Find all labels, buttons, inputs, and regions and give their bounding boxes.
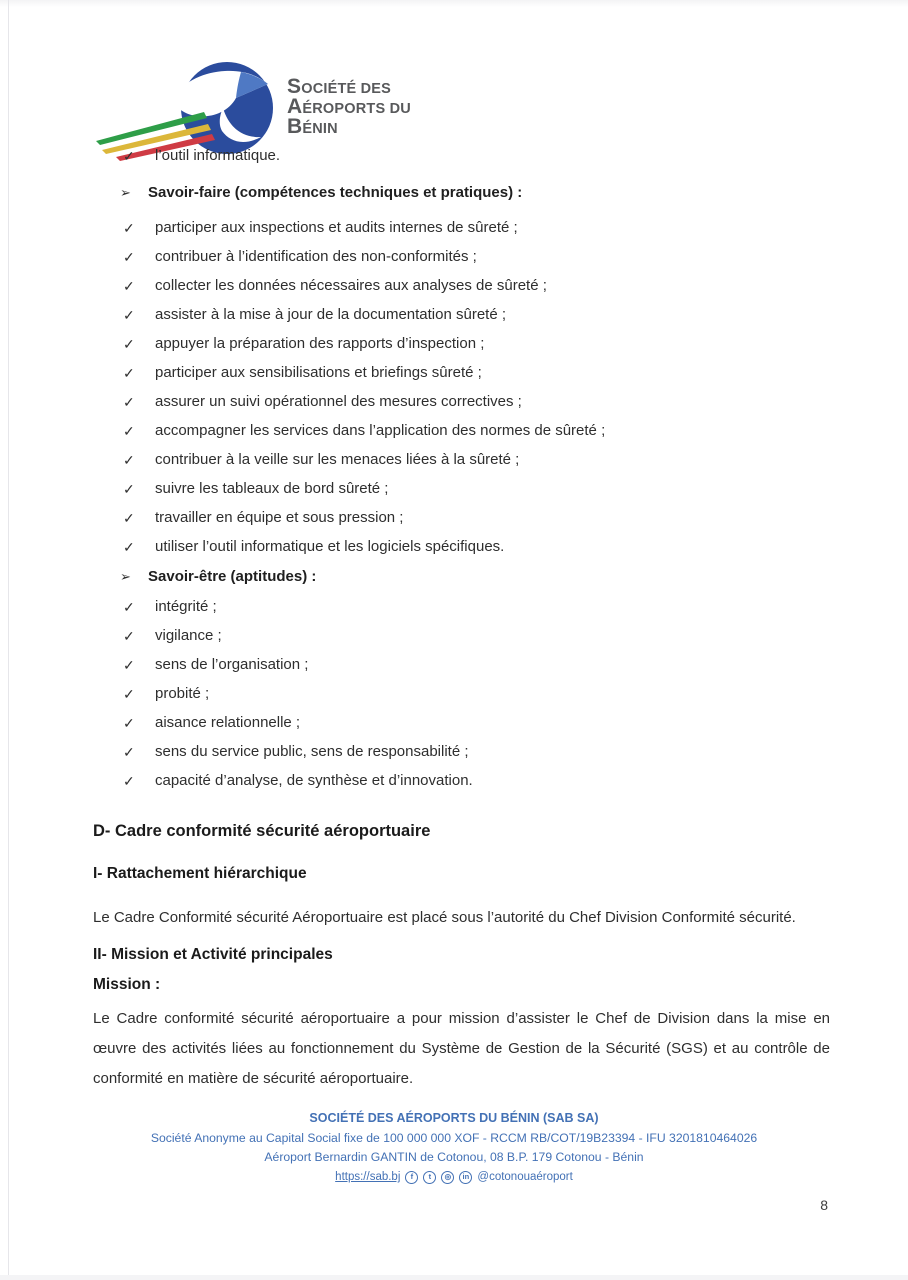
page-edge-shadow bbox=[0, 0, 908, 7]
checklist-item: ✓ aisance relationnelle ; bbox=[93, 713, 830, 735]
section-heading-savoir-etre: ➢ Savoir-être (aptitudes) : bbox=[93, 567, 830, 589]
checklist-item: ✓ capacité d’analyse, de synthèse et d’innovation. bbox=[93, 771, 830, 793]
check-icon: ✓ bbox=[123, 744, 135, 760]
logo-line-2: AÉROPORTS DU bbox=[287, 95, 411, 118]
checklist-item: ✓ travailler en équipe et sous pression ; bbox=[93, 508, 830, 530]
checklist-item: ✓ assister à la mise à jour de la documentation sûreté ; bbox=[93, 305, 830, 327]
checklist-item: ✓ participer aux sensibilisations et briefings sûreté ; bbox=[93, 363, 830, 385]
social-handle: @cotonouaéroport bbox=[477, 1171, 573, 1183]
checklist-item: ✓ contribuer à la veille sur les menaces liées à la sûreté ; bbox=[93, 450, 830, 472]
logo-wordmark bbox=[287, 75, 411, 138]
check-icon: ✓ bbox=[123, 481, 135, 497]
check-icon: ✓ bbox=[123, 249, 135, 265]
checklist-item: ✓ contribuer à l’identification des non-conformités ; bbox=[93, 247, 830, 269]
checklist-item: ✓ intégrité ; bbox=[93, 597, 830, 619]
mission-label: Mission : bbox=[93, 976, 161, 993]
check-icon: ✓ bbox=[123, 307, 135, 323]
checklist-item: ✓ sens du service public, sens de responsabilité ; bbox=[93, 742, 830, 764]
document-body bbox=[93, 146, 830, 1094]
twitter-icon: t bbox=[423, 1171, 436, 1184]
footer-address-line: Aéroport Bernardin GANTIN de Cotonou, 08 B.P. 179 Cotonou - Bénin bbox=[264, 1150, 644, 1164]
check-icon: ✓ bbox=[123, 773, 135, 789]
letterhead-footer bbox=[0, 1108, 908, 1186]
footer-legal-line: Société Anonyme au Capital Social fixe de 100 000 000 XOF - RCCM RB/COT/19B23394 - IFU 3201810464026 bbox=[150, 1131, 758, 1145]
checklist-item: ✓ suivre les tableaux de bord sûreté ; bbox=[93, 479, 830, 501]
website-link[interactable]: https://sab.bj bbox=[335, 1171, 401, 1183]
checklist-item: ✓ assurer un suivi opérationnel des mesures correctives ; bbox=[93, 392, 830, 414]
checklist-item: ✓ vigilance ; bbox=[93, 626, 830, 648]
rattachement-paragraph: Le Cadre Conformité sécurité Aéroportuaire est placé sous l’autorité du Chef Division Conformité sécurité. bbox=[93, 909, 796, 926]
check-icon: ✓ bbox=[123, 686, 135, 702]
mission-paragraph: Le Cadre conformité sécurité aéroportuaire a pour mission d’assister le Chef de Division dans la mise en œuvre des activités liées au fonctionnement du Système de Gestion de la Sécurité (SGS) et au contrôle de conformité en matière de sécurité aéroportuaire. bbox=[93, 1010, 830, 1087]
check-icon: ✓ bbox=[123, 510, 135, 526]
checklist-item: ✓ participer aux inspections et audits internes de sûreté ; bbox=[93, 218, 830, 240]
checklist-item: ✓ utiliser l’outil informatique et les logiciels spécifiques. bbox=[93, 537, 830, 559]
checklist-item: ✓ collecter les données nécessaires aux analyses de sûreté ; bbox=[93, 276, 830, 298]
logo-line-1: SOCIÉTÉ DES bbox=[287, 75, 392, 98]
logo-line-3: BÉNIN bbox=[287, 115, 338, 138]
checklist-item: ✓ sens de l’organisation ; bbox=[93, 655, 830, 677]
page-edge-line bbox=[8, 0, 9, 1280]
check-icon: ✓ bbox=[123, 628, 135, 644]
check-icon: ✓ bbox=[123, 657, 135, 673]
checklist-item: ✓ l’outil informatique. bbox=[93, 146, 830, 168]
check-icon: ✓ bbox=[123, 452, 135, 468]
section-d-title: D- Cadre conformité sécurité aéroportuaire bbox=[93, 822, 431, 840]
checklist-item: ✓ appuyer la préparation des rapports d’inspection ; bbox=[93, 334, 830, 356]
linkedin-icon: in bbox=[459, 1171, 472, 1184]
check-icon: ✓ bbox=[123, 148, 135, 164]
subsection-i-title: I- Rattachement hiérarchique bbox=[93, 865, 307, 882]
check-icon: ✓ bbox=[123, 365, 135, 381]
check-icon: ✓ bbox=[123, 715, 135, 731]
footer-link-row bbox=[0, 1168, 908, 1186]
check-icon: ✓ bbox=[123, 599, 135, 615]
check-icon: ✓ bbox=[123, 336, 135, 352]
facebook-icon: f bbox=[405, 1171, 418, 1184]
footer-company-name: SOCIÉTÉ DES AÉROPORTS DU BÉNIN (SAB SA) bbox=[309, 1111, 599, 1125]
instagram-icon: ◎ bbox=[441, 1171, 454, 1184]
section-heading-savoir-faire: ➢ Savoir-faire (compétences techniques et pratiques) : bbox=[93, 183, 830, 205]
check-icon: ✓ bbox=[123, 423, 135, 439]
checklist-item: ✓ accompagner les services dans l’application des normes de sûreté ; bbox=[93, 421, 830, 443]
page-edge-bottom bbox=[0, 1275, 908, 1280]
arrow-bullet-icon: ➢ bbox=[120, 185, 131, 200]
check-icon: ✓ bbox=[123, 220, 135, 236]
arrow-bullet-icon: ➢ bbox=[120, 569, 131, 584]
checklist-item: ✓ probité ; bbox=[93, 684, 830, 706]
check-icon: ✓ bbox=[123, 539, 135, 555]
page-number: 8 bbox=[820, 1197, 828, 1213]
check-icon: ✓ bbox=[123, 278, 135, 294]
check-icon: ✓ bbox=[123, 394, 135, 410]
subsection-ii-title: II- Mission et Activité principales bbox=[93, 946, 333, 963]
